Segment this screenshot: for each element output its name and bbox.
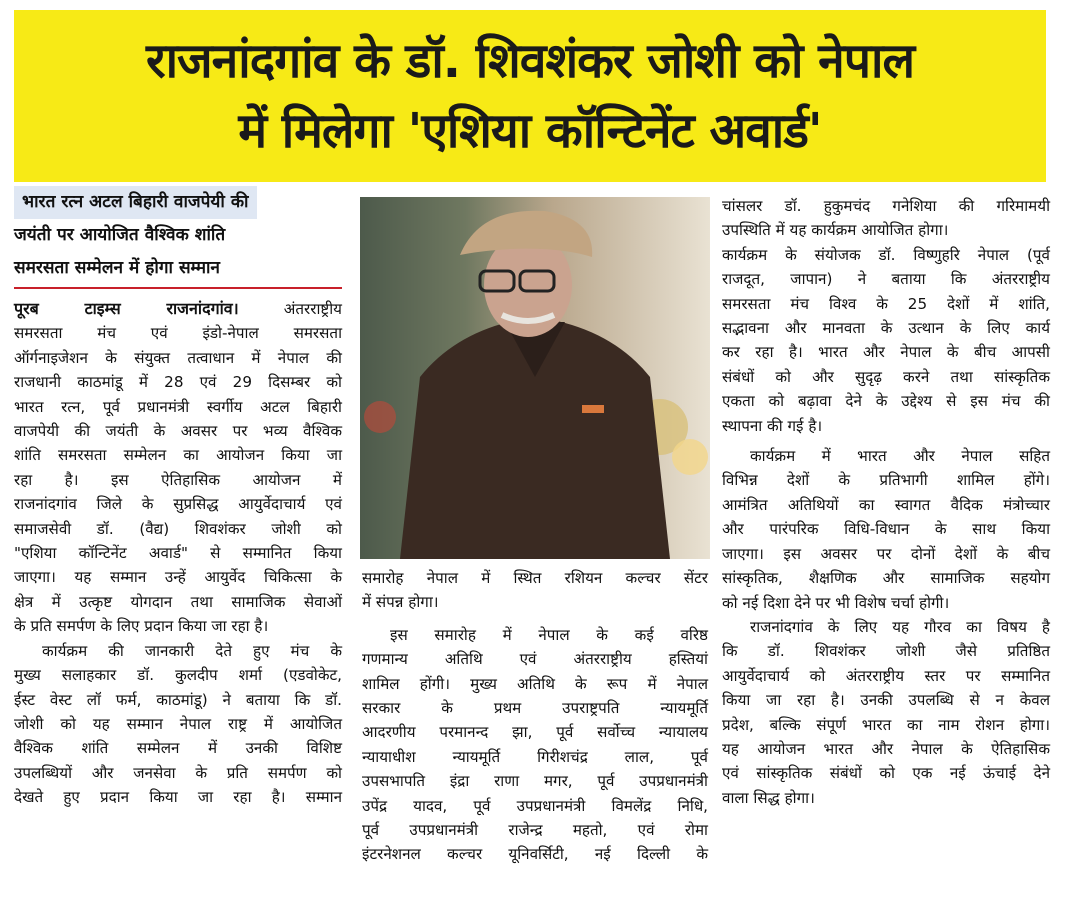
text-line: उपसभापति इंद्रा राणा मगर, पूर्व उपप्रधानमंत्री bbox=[362, 772, 708, 791]
article-column-1 bbox=[14, 186, 342, 810]
text-line: ऑर्गनाइजेशन के संयुक्त तत्वाधान में नेपाल की bbox=[14, 348, 342, 367]
text-line: को नई दिशा देने पर भी विशेष चर्चा होगी। bbox=[722, 593, 950, 612]
text-line: इस समारोह में नेपाल के कई वरिष्ठ bbox=[390, 625, 708, 644]
text-line: आदरणीय परमानन्द झा, पूर्व सर्वोच्च न्यायालय bbox=[362, 723, 708, 742]
subheadline-rule bbox=[14, 287, 342, 289]
portrait-photo bbox=[360, 197, 710, 559]
text-line: सांस्कृतिक, शैक्षणिक और सामाजिक सहयोग bbox=[722, 569, 1050, 588]
text-line: समारोह नेपाल में स्थित रशियन कल्चर सेंटर bbox=[362, 569, 708, 587]
text-line: एकता को बढ़ावा देने के उद्देश्य से इस मंच की bbox=[722, 392, 1050, 411]
text-line: विभिन्न देशों के प्रतिभागी शामिल होंगे। bbox=[722, 471, 1050, 490]
text-line: एवं सांस्कृतिक संबंधों को एक नई ऊंचाई देने bbox=[722, 764, 1050, 783]
text-line: गणमान्य अतिथि एवं अंतरराष्ट्रीय हस्तियां bbox=[362, 650, 708, 669]
text-line: जाएगा। इस अवसर पर दोनों देशों के बीच bbox=[722, 544, 1050, 563]
text-line: कि डॉ. शिवशंकर जोशी जैसे प्रतिष्ठित bbox=[722, 642, 1050, 661]
text-line: राजदूत, जापान) ने बताया कि अंतरराष्ट्रीय bbox=[722, 270, 1050, 289]
headline-banner bbox=[14, 10, 1046, 182]
text-line: समरसता मंच विश्व के 25 देशों में शांति, bbox=[722, 294, 1050, 313]
dateline: पूरब टाइम्स राजनांदगांव। bbox=[14, 299, 239, 318]
subheadline bbox=[14, 186, 342, 285]
text-line: उपेंद्र यादव, पूर्व उपप्रधानमंत्री विमलेंद्र निधि, bbox=[362, 796, 708, 815]
text-line: राजनांदगांव के लिए यह गौरव का विषय है bbox=[750, 617, 1050, 636]
text-line: मुख्य सलाहकार डॉ. कुलदीप शर्मा (एडवोकेट, bbox=[14, 666, 342, 685]
text-line: जाएगा। यह सम्मान उन्हें आयुर्वेद चिकित्सा के bbox=[14, 568, 342, 587]
text-line: भारत रत्न, पूर्व प्रधानमंत्री स्वर्गीय अटल बिहारी bbox=[14, 397, 342, 416]
text-line: पूरब टाइम्स राजनांदगांव। अंतरराष्ट्रीय bbox=[14, 299, 342, 318]
text-line: के प्रति समर्पण के लिए प्रदान किया जा रहा है। bbox=[14, 617, 269, 636]
subheadline-line-1: भारत रत्न अटल बिहारी वाजपेयी की bbox=[14, 186, 257, 219]
text-line: जोशी को यह सम्मान नेपाल राष्ट्र में आयोजित bbox=[14, 714, 342, 733]
text-line: किया जा रहा है। उनकी उपलब्धि से न केवल bbox=[722, 691, 1050, 710]
text-line: आयुर्वेदाचार्य को अंतरराष्ट्रीय स्तर पर सम्मानित bbox=[722, 666, 1050, 685]
text-line: और पारंपरिक विधि-विधान के साथ किया bbox=[722, 520, 1050, 539]
text-line: शांति समरसता सम्मेलन का आयोजन किया जा bbox=[14, 446, 342, 465]
text-line: सद्भावना और मानवता के उत्थान के लिए कार्य bbox=[722, 319, 1050, 338]
text-line: वाला सिद्ध होगा। bbox=[722, 788, 815, 807]
text-line: देखते हुए प्रदान किया जा रहा है। सम्मान bbox=[14, 788, 342, 807]
text-line: स्थापना की गई है। bbox=[722, 416, 823, 435]
text-line: ईस्ट वेस्ट लॉ फर्म, काठमांडू) ने बताया कि डॉ. bbox=[14, 690, 342, 709]
text-line: समरसता मंच एवं इंडो-नेपाल समरसता bbox=[14, 324, 342, 343]
headline-line-2: में मिलेगा 'एशिया कॉन्टिनेंट अवार्ड' bbox=[238, 103, 822, 159]
article-column-3 bbox=[722, 194, 1050, 810]
text-line: संबंधों को और सुदृढ़ करने तथा सांस्कृतिक bbox=[722, 367, 1050, 386]
text-line: "एशिया कॉन्टिनेंट अवार्ड" से सम्मानित किया bbox=[14, 544, 342, 563]
subheadline-line-2: जयंती पर आयोजित वैश्विक शांति bbox=[14, 225, 226, 245]
text-line: रहा है। इस ऐतिहासिक आयोजन में bbox=[14, 470, 342, 489]
text-line: में संपन्न होगा। bbox=[362, 593, 439, 612]
text-line: क्षेत्र में उत्कृष्ट योगदान तथा सामाजिक सेवाओं bbox=[14, 592, 342, 611]
text-line: आमंत्रित अतिथियों का स्वागत वैदिक मंत्रोच्चार bbox=[722, 495, 1050, 514]
text-line: चांसलर डॉ. हुकुमचंद गनेशिया की गरिमामयी bbox=[722, 197, 1050, 215]
subheadline-line-3: समरसता सम्मेलन में होगा सम्मान bbox=[14, 258, 220, 278]
text-line: कार्यक्रम में भारत और नेपाल सहित bbox=[750, 447, 1050, 466]
text-line: कार्यक्रम के संयोजक डॉ. विष्णुहरि नेपाल (पूर्व bbox=[722, 245, 1050, 264]
text-line: पूर्व उपप्रधानमंत्री राजेन्द्र महतो, एवं रोमा bbox=[362, 821, 708, 840]
text-line: वैश्विक शांति सम्मेलन में उनकी विशिष्ट bbox=[14, 739, 342, 758]
text-line: शामिल होंगी। मुख्य अतिथि के रूप में नेपाल bbox=[362, 674, 708, 693]
text-line: सरकार के प्रथम उपराष्ट्रपति न्यायमूर्ति bbox=[362, 699, 708, 718]
text-line: कर रहा है। भारत और नेपाल के बीच आपसी bbox=[722, 343, 1050, 362]
text-line: न्यायाधीश न्यायमूर्ति गिरीशचंद्र लाल, पूर्व bbox=[362, 747, 708, 766]
text-line: वाजपेयी की जयंती के अवसर पर भव्य वैश्विक bbox=[14, 422, 342, 441]
text-line: प्रदेश, बल्कि संपूर्ण भारत का नाम रोशन होगा। bbox=[722, 715, 1050, 734]
text-line: समाजसेवी डॉ. (वैद्य) शिवशंकर जोशी को bbox=[14, 519, 342, 538]
text-line: यह आयोजन भारत और नेपाल के ऐतिहासिक bbox=[722, 739, 1050, 758]
article-column-2 bbox=[362, 566, 708, 867]
text-line: राजधानी काठमांडू में 28 एवं 29 दिसम्बर को bbox=[14, 373, 342, 392]
headline-line-1: राजनांदगांव के डॉ. शिवशंकर जोशी को नेपाल bbox=[145, 33, 915, 89]
text-line: कार्यक्रम की जानकारी देते हुए मंच के bbox=[42, 641, 342, 660]
text-line: राजनांदगांव जिले के सुप्रसिद्ध आयुर्वेदाचार्य एवं bbox=[14, 495, 342, 514]
text-line: उपस्थिति में यह कार्यक्रम आयोजित होगा। bbox=[722, 221, 949, 240]
text-line: उपलब्धियों और जनसेवा के प्रति समर्पण को bbox=[14, 763, 342, 782]
text-line: इंटरनेशनल कल्चर यूनिवर्सिटी, नई दिल्ली के bbox=[362, 845, 708, 864]
portrait-illustration bbox=[360, 197, 710, 559]
